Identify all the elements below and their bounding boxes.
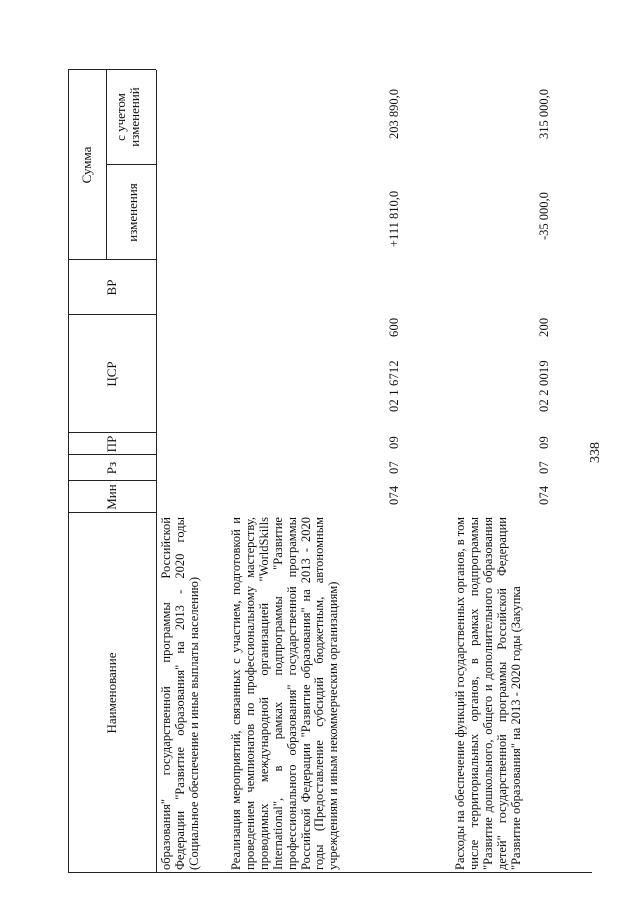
row3-total: 315 000,0 bbox=[537, 89, 551, 139]
row2-pr: 09 bbox=[387, 436, 401, 449]
row3-min: 074 bbox=[537, 485, 551, 505]
header-summa: Сумма bbox=[79, 146, 94, 184]
row3-csr: 02 2 0019 bbox=[537, 360, 551, 412]
table-top-border bbox=[68, 70, 69, 873]
table-left-border bbox=[68, 872, 592, 873]
header-name: Наименование bbox=[104, 652, 119, 734]
row2-min: 074 bbox=[387, 485, 401, 505]
header-rz: Рз bbox=[104, 461, 119, 475]
row2-vr: 600 bbox=[387, 317, 401, 337]
page-number: 338 bbox=[588, 442, 603, 463]
header-izmeneniya: изменения bbox=[125, 183, 140, 242]
header-pr: ПР bbox=[104, 435, 119, 453]
row3-rz: 07 bbox=[537, 461, 551, 474]
header-bottom-border bbox=[156, 70, 157, 873]
row2-csr: 02 1 6712 bbox=[387, 360, 401, 412]
row3-change: -35 000,0 bbox=[537, 192, 551, 240]
header-vr: ВР bbox=[104, 279, 119, 296]
budget-table bbox=[68, 70, 592, 873]
row2-total: 203 890,0 bbox=[387, 89, 401, 139]
header-csr: ЦСР bbox=[104, 361, 119, 387]
row3-name: Расходы на обеспечение функций государственных органов, в том числе территориальных органов, в рамках подпрограммы "Развитие дошкольного, общего и дополнительного образования детей" государственной программы Российской Федерации "Развитие образования" на 2013 - 2020 годы (Закупка bbox=[453, 517, 523, 870]
row2-change: +111 810,0 bbox=[387, 190, 401, 247]
row3-pr: 09 bbox=[537, 436, 551, 449]
header-s-uchetom: с учетом изменений bbox=[113, 87, 142, 147]
row2-rz: 07 bbox=[387, 461, 401, 474]
row2-name: Реализация мероприятий, связанных с участием, подготовкой и проведением чемпионатов по профессиональному мастерству, проводимых международной организацией "WorldSkills International", в рамках подпрограммы "Развитие профессионального образования" государственной программы Российской Федерации "Развитие образования" на 2013 - 2020 годы (Предоставление субсидий бюджетным, автономным учреждениям и иным некоммерческим организациям) bbox=[229, 517, 341, 870]
summa-split-line bbox=[106, 70, 107, 260]
header-min: Мин bbox=[104, 484, 119, 510]
row1-name: образования" государственной программы Российской Федерации "Развитие образования" на 2013 - 2020 годы (Социальное обеспечение и иные выплаты населению) bbox=[159, 517, 201, 870]
row3-vr: 200 bbox=[537, 317, 551, 337]
